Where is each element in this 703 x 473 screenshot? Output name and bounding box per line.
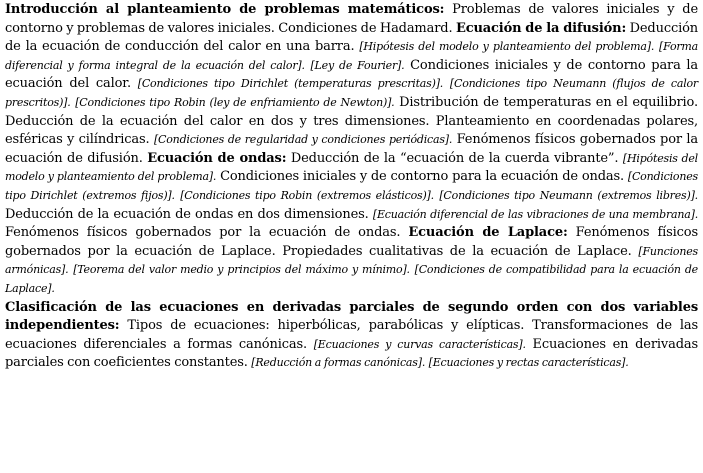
body-text: Deducción de la “ecuación de la cuerda vibrante”.	[286, 150, 623, 166]
bracketed-subtopic: [Ley de Fourier].	[310, 58, 405, 72]
section-heading: Clasificación de las ecuaciones en derivadas parciales de segundo orden con dos variables independientes:	[5, 299, 698, 334]
body-text: Distribución de temperaturas en el equilibrio. Deducción de la ecuación del calor en dos y tres dimensiones. Planteamiento en coordenadas polares, esféricas y cilíndricas.	[5, 94, 698, 148]
section-heading: Ecuación de la difusión:	[455, 20, 627, 36]
paragraph-intro-diffusion-waves-laplace	[5, 1, 698, 299]
bracketed-subtopic: [Ecuación diferencial de las vibraciones de una membrana].	[372, 207, 698, 221]
bracketed-subtopic: [Condiciones de regularidad y condiciones periódicas].	[153, 133, 453, 147]
bracketed-subtopic: [Condiciones tipo Robin (extremos elásticos)].	[180, 188, 434, 202]
body-text: Deducción de la ecuación de ondas en dos dimensiones.	[5, 206, 373, 222]
body-text: Condiciones iniciales y de contorno para la ecuación del calor.	[5, 57, 699, 92]
bracketed-subtopic: [Ecuaciones y curvas características].	[313, 337, 526, 351]
bracketed-subtopic: [Condiciones tipo Neumann (flujos de calor prescritos)].	[5, 77, 698, 109]
bracketed-subtopic: [Condiciones tipo Robin (ley de enfriamiento de Newton)].	[75, 95, 395, 109]
bracketed-subtopic: [Condiciones tipo Dirichlet (extremos fijos)].	[5, 170, 698, 202]
bracketed-subtopic: [Condiciones tipo Neumann (extremos libres)].	[439, 188, 698, 202]
body-text: Ecuaciones en derivadas parciales con coeficientes constantes.	[5, 336, 698, 371]
bracketed-subtopic: [Hipótesis del modelo y planteamiento del problema].	[5, 151, 698, 184]
section-heading: Ecuación de Laplace:	[408, 225, 568, 241]
body-text: Problemas de valores iniciales y de contorno y problemas de valores iniciales. Condiciones de Hadamard.	[5, 2, 698, 36]
body-text	[443, 76, 450, 91]
body-text: Fenómenos físicos gobernados por la ecuación de ondas.	[5, 225, 409, 241]
bracketed-subtopic: [Forma diferencial y forma integral de la ecuación del calor].	[5, 40, 699, 72]
bracketed-subtopic: [Funciones armónicas].	[5, 244, 698, 277]
bracketed-subtopic: [Ecuaciones y rectas características].	[428, 356, 629, 370]
paragraph-classification	[5, 299, 698, 373]
bracketed-subtopic: [Reducción a formas canónicas].	[251, 356, 426, 370]
bracketed-subtopic: [Teorema del valor medio y principios del máximo y mínimo].	[73, 263, 410, 277]
body-text: Condiciones iniciales y de contorno para la ecuación de ondas.	[216, 169, 628, 185]
body-text: Fenómenos físicos gobernados por la ecuación de Laplace. Propiedades cualitativas de la ecuación de Laplace.	[5, 225, 698, 259]
bracketed-subtopic: [Condiciones tipo Dirichlet (temperaturas prescritas)].	[137, 77, 444, 91]
section-heading: Introducción al planteamiento de problemas matemáticos:	[5, 2, 445, 17]
body-text: Fenómenos físicos gobernados por la ecuación de difusión.	[5, 132, 698, 166]
bracketed-subtopic: [Hipótesis del modelo y planteamiento del problema].	[359, 40, 655, 54]
bracketed-subtopic: [Condiciones de compatibilidad para la ecuación de Laplace].	[5, 263, 698, 295]
body-text: Tipos de ecuaciones: hiperbólicas, parabólicas y elípticas. Transformaciones de las ecuaciones diferenciales a formas canónicas.	[5, 318, 698, 352]
body-text: Deducción de la ecuación de conducción del calor en una barra.	[5, 20, 698, 55]
section-heading: Ecuación de ondas:	[147, 150, 287, 166]
